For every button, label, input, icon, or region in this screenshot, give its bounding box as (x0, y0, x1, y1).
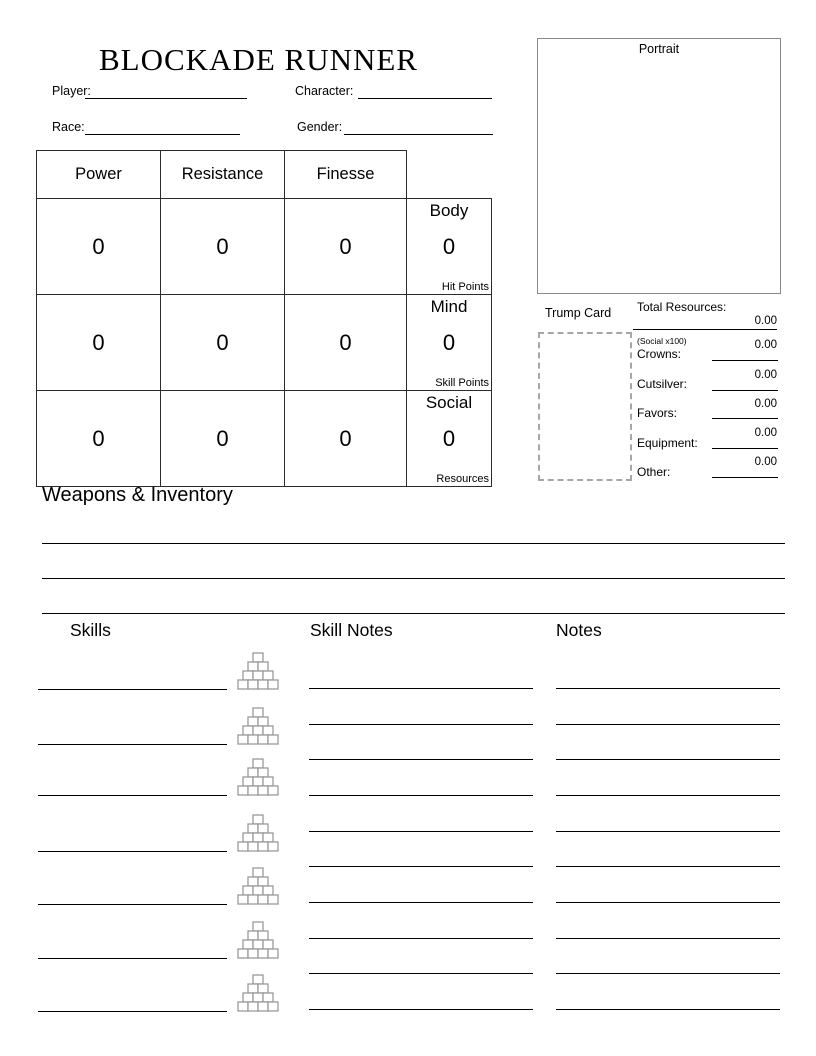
skills-header: Skills (70, 620, 111, 640)
derived-caption: Skill Points (435, 377, 489, 389)
trump-card-label: Trump Card (545, 306, 612, 320)
other-label: Other: (637, 465, 671, 479)
note-line[interactable] (556, 1009, 780, 1010)
skill-note-line[interactable] (309, 724, 533, 725)
total-resources-line[interactable] (633, 329, 777, 330)
favors-line[interactable] (712, 418, 778, 419)
race-label: Race: (52, 120, 85, 134)
race-input-line[interactable] (85, 134, 240, 135)
brick-pyramid-icon[interactable] (237, 758, 279, 796)
portrait-label: Portrait (638, 42, 680, 56)
derived-value: 0 (442, 425, 456, 451)
sheet-title: BLOCKADE RUNNER (99, 42, 418, 77)
stat-header-resistance: Resistance (161, 151, 285, 199)
skill-name-line[interactable] (38, 904, 227, 905)
stat-header-finesse: Finesse (285, 151, 407, 199)
derived-caption: Hit Points (441, 281, 489, 293)
cutsilver-value: 0.00 (754, 369, 777, 381)
equipment-line[interactable] (712, 448, 778, 449)
skill-name-line[interactable] (38, 851, 227, 852)
derived-cell-social (407, 391, 492, 487)
note-line[interactable] (556, 831, 780, 832)
skill-note-line[interactable] (309, 759, 533, 760)
gender-input-line[interactable] (344, 134, 493, 135)
derived-caption: Resources (436, 473, 489, 485)
derived-value: 0 (442, 233, 456, 259)
derived-name: Mind (430, 297, 468, 316)
skill-note-line[interactable] (309, 1009, 533, 1010)
skill-note-line[interactable] (309, 831, 533, 832)
stat-value-cell: 0 (161, 391, 285, 487)
favors-value: 0.00 (754, 398, 777, 410)
crowns-value: 0.00 (754, 339, 777, 351)
notes-header: Notes (556, 620, 602, 640)
brick-pyramid-icon[interactable] (237, 707, 279, 745)
derived-cell-mind (407, 295, 492, 391)
cutsilver-line[interactable] (712, 390, 778, 391)
crowns-label: Crowns: (637, 347, 682, 361)
brick-pyramid-icon[interactable] (237, 867, 279, 905)
note-line[interactable] (556, 866, 780, 867)
skill-note-line[interactable] (309, 938, 533, 939)
skill-note-line[interactable] (309, 973, 533, 974)
total-resources-value: 0.00 (754, 315, 777, 327)
character-label: Character: (295, 84, 354, 98)
note-line[interactable] (556, 938, 780, 939)
stat-value-cell: 0 (161, 295, 285, 391)
brick-pyramid-icon[interactable] (237, 921, 279, 959)
note-line[interactable] (556, 688, 780, 689)
stat-value-cell: 0 (285, 199, 407, 295)
skill-name-line[interactable] (38, 1011, 227, 1012)
stat-header-spacer (407, 151, 492, 199)
skill-name-line[interactable] (38, 958, 227, 959)
skill-name-line[interactable] (38, 744, 227, 745)
other-line[interactable] (712, 477, 778, 478)
stat-header-power: Power (37, 151, 161, 199)
note-line[interactable] (556, 973, 780, 974)
skill-notes-header: Skill Notes (310, 620, 393, 640)
favors-label: Favors: (637, 406, 678, 420)
stat-value-cell: 0 (37, 295, 161, 391)
other-value: 0.00 (754, 456, 777, 468)
stat-value-cell: 0 (161, 199, 285, 295)
portrait-box[interactable] (537, 38, 781, 294)
skill-name-line[interactable] (38, 689, 227, 690)
stat-value-cell: 0 (285, 295, 407, 391)
brick-pyramid-icon[interactable] (237, 974, 279, 1012)
derived-name: Social (425, 393, 473, 412)
derived-cell-body (407, 199, 492, 295)
gender-label: Gender: (297, 120, 343, 134)
social-x100-note: (Social x100) (637, 336, 687, 346)
inventory-line[interactable] (42, 578, 785, 579)
note-line[interactable] (556, 795, 780, 796)
note-line[interactable] (556, 902, 780, 903)
crowns-line[interactable] (712, 360, 778, 361)
skill-note-line[interactable] (309, 902, 533, 903)
player-label: Player: (52, 84, 91, 98)
inventory-heading: Weapons & Inventory (42, 484, 233, 506)
inventory-line[interactable] (42, 613, 785, 614)
player-input-line[interactable] (85, 98, 247, 99)
note-line[interactable] (556, 759, 780, 760)
stat-value-cell: 0 (37, 199, 161, 295)
trump-card-box[interactable] (538, 332, 632, 481)
derived-name: Body (429, 201, 469, 220)
brick-pyramid-icon[interactable] (237, 652, 279, 690)
skill-note-line[interactable] (309, 795, 533, 796)
stat-value-cell: 0 (37, 391, 161, 487)
inventory-line[interactable] (42, 543, 785, 544)
character-input-line[interactable] (358, 98, 492, 99)
equipment-value: 0.00 (754, 427, 777, 439)
derived-value: 0 (442, 329, 456, 355)
skill-note-line[interactable] (309, 688, 533, 689)
skill-name-line[interactable] (38, 795, 227, 796)
stats-table (36, 150, 492, 487)
total-resources-label: Total Resources: (637, 300, 727, 314)
equipment-label: Equipment: (637, 436, 698, 450)
brick-pyramid-icon[interactable] (237, 814, 279, 852)
skill-note-line[interactable] (309, 866, 533, 867)
stat-value-cell: 0 (285, 391, 407, 487)
note-line[interactable] (556, 724, 780, 725)
cutsilver-label: Cutsilver: (637, 377, 688, 391)
